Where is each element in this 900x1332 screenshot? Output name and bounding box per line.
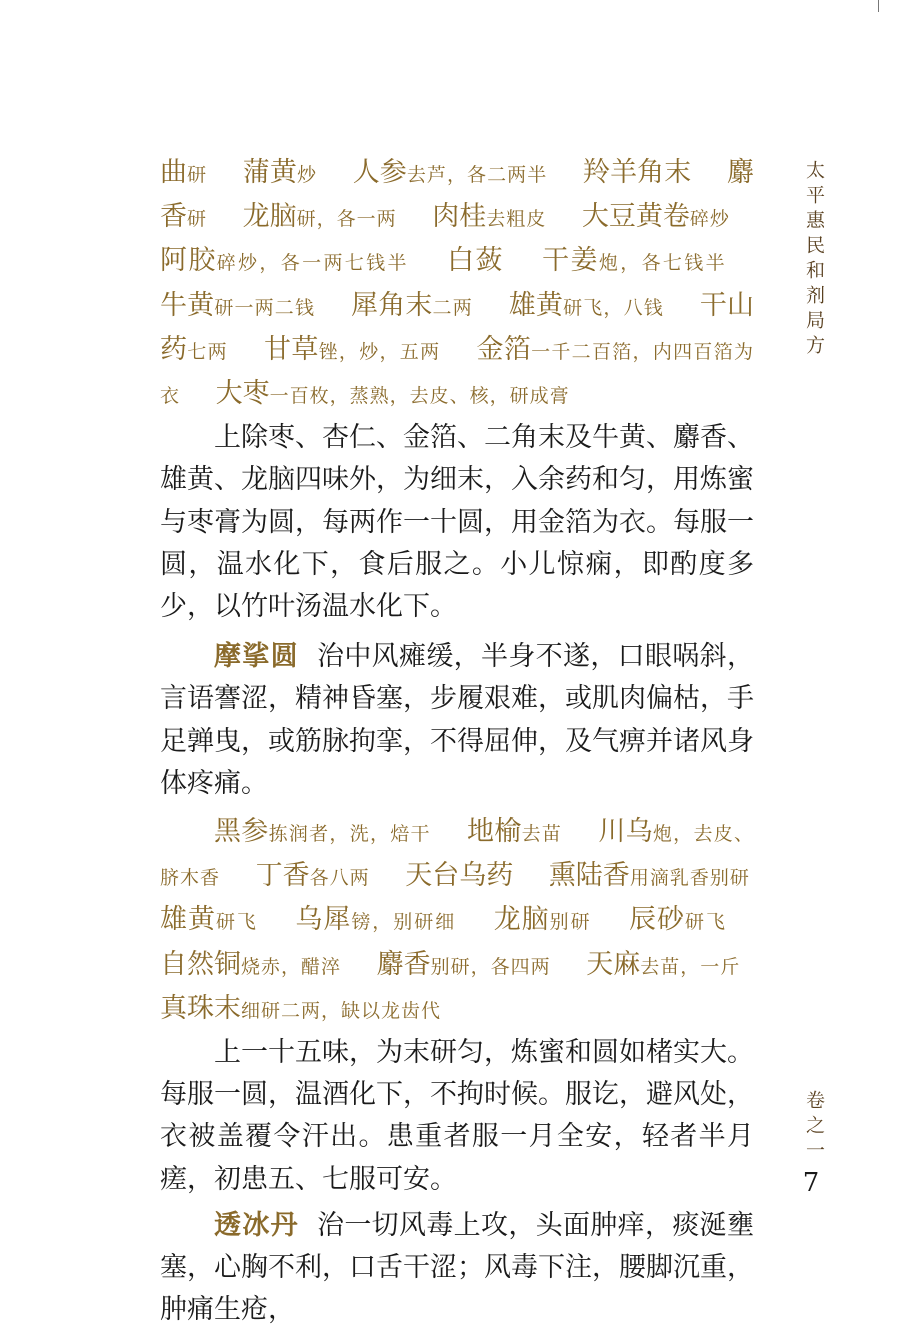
ingredient-annotation: 去苗 bbox=[521, 823, 563, 846]
ingredient-annotation: 七两 bbox=[187, 340, 228, 363]
ingredient-annotation: 研 bbox=[187, 208, 208, 231]
ingredient bbox=[214, 816, 431, 847]
ingredient-annotation: 炒 bbox=[296, 164, 318, 186]
ingredient-annotation: 二两 bbox=[432, 296, 473, 319]
formula-entry-3 bbox=[160, 1205, 754, 1332]
ingredient bbox=[160, 904, 258, 935]
formula-title: 摩挲圆 bbox=[214, 641, 299, 673]
ingredient-name: 人参 bbox=[352, 157, 407, 188]
formula-indication: 治中风瘫缓，半身不遂，口眼㖞斜，言语謇涩，精神昏塞，步履艰难，或肌肉偏枯，手足亸曳，或筋脉拘挛，不得屈伸，及气痹并诸风身体疼痛。 bbox=[160, 641, 754, 799]
ingredient-annotation: 炮，各七钱半 bbox=[598, 252, 727, 275]
ingredient-annotation: 镑，别研细 bbox=[351, 911, 457, 934]
ingredient-annotation: 研飞，八钱 bbox=[563, 296, 664, 319]
ingredient-name: 羚羊角末 bbox=[583, 157, 692, 188]
ingredient bbox=[243, 157, 317, 188]
ingredient-name: 肉桂 bbox=[432, 201, 487, 233]
ingredient-name: 曲 bbox=[160, 157, 188, 188]
ingredient-name: 白蔹 bbox=[447, 245, 504, 277]
ingredient bbox=[586, 949, 740, 980]
running-head-book-title: 太平惠民和剂局方 bbox=[803, 160, 825, 360]
ingredient bbox=[583, 157, 691, 188]
corner-rule bbox=[878, 0, 879, 12]
ingredient bbox=[160, 993, 441, 1024]
ingredient-annotation: 一千二百箔，内四百箔为衣 bbox=[160, 340, 754, 408]
ingredient-annotation: 各八两 bbox=[309, 867, 370, 890]
ingredient-name: 蒲黄 bbox=[242, 157, 297, 188]
ingredient bbox=[160, 949, 341, 980]
ingredient bbox=[549, 860, 750, 891]
ingredient bbox=[447, 245, 504, 276]
ingredient bbox=[405, 860, 513, 891]
ingredient bbox=[542, 245, 727, 276]
ingredient-name: 大枣 bbox=[215, 378, 270, 410]
ingredient-name: 麝香 bbox=[160, 157, 754, 233]
ingredient-name: 黑参 bbox=[214, 816, 269, 848]
ingredient-name: 犀角末 bbox=[351, 289, 433, 321]
ingredient-name: 龙脑 bbox=[493, 904, 550, 936]
ingredient bbox=[353, 157, 548, 188]
ingredient bbox=[160, 290, 315, 321]
ingredient bbox=[432, 201, 546, 232]
ingredient-annotation: 炮，去皮、脐木香 bbox=[160, 823, 755, 890]
ingredient bbox=[295, 904, 456, 935]
ingredient bbox=[467, 816, 562, 847]
ingredient-name: 辰砂 bbox=[629, 904, 686, 936]
ingredient-name: 雄黄 bbox=[508, 289, 564, 321]
ingredient bbox=[509, 290, 664, 321]
preparation-method-1: 上除枣、杏仁、金箔、二角末及牛黄、麝香、雄黄、龙脑四味外，为细末，入余药和匀，用炼蜜与枣膏为圆，每两作一十圆，用金箔为衣。每服一圆，温水化下，食后服之。小儿惊痫，即酌度多少，以竹叶汤温水化下。 bbox=[160, 422, 754, 623]
ingredient-annotation: 研一两二钱 bbox=[214, 296, 316, 319]
ingredient-annotation: 烧赤，醋淬 bbox=[241, 955, 342, 978]
ingredient-name: 干山药 bbox=[160, 289, 754, 365]
ingredient bbox=[494, 904, 592, 935]
ingredient bbox=[243, 201, 397, 232]
ingredient-annotation: 碎炒，各一两七钱半 bbox=[216, 252, 409, 275]
ingredient bbox=[582, 201, 730, 232]
preparation-method-2: 上一十五味，为末研匀，炼蜜和圆如楮实大。每服一圆，温酒化下，不拘时候。服讫，避风处，衣被盖覆令汗出。患重者服一月全安，轻者半月瘥，初患五、七服可安。 bbox=[160, 1037, 754, 1195]
formula-title: 透冰丹 bbox=[214, 1209, 299, 1241]
ingredient-annotation: 别研 bbox=[549, 911, 592, 934]
ingredient bbox=[256, 860, 370, 891]
ingredient bbox=[160, 245, 409, 276]
ingredient-name: 牛黄 bbox=[160, 289, 215, 321]
ingredient-annotation: 研飞 bbox=[215, 911, 258, 934]
ingredient bbox=[216, 378, 570, 409]
ingredient-name: 龙脑 bbox=[242, 201, 297, 233]
ingredient-name: 真珠末 bbox=[160, 992, 241, 1024]
ingredient bbox=[377, 949, 551, 980]
ingredient-name: 乌犀 bbox=[295, 904, 352, 936]
ingredient-annotation: 一百枚，蒸熟，去皮、核，研成膏 bbox=[269, 385, 570, 408]
ingredient-annotation: 去苗，一斤 bbox=[640, 955, 741, 978]
ingredient-name: 熏陆香 bbox=[548, 860, 630, 892]
ingredient-annotation: 锉，炒，五两 bbox=[318, 340, 441, 363]
ingredient-name: 干姜 bbox=[542, 245, 599, 277]
ingredient-name: 阿胶 bbox=[160, 245, 217, 277]
ingredient bbox=[160, 157, 207, 188]
ingredient-annotation: 用滴乳香别研 bbox=[629, 867, 750, 890]
ingredient-annotation: 研，各一两 bbox=[296, 208, 397, 231]
ingredient bbox=[629, 904, 727, 935]
page-body bbox=[160, 152, 754, 1331]
formula-entry-2 bbox=[160, 636, 754, 805]
ingredient-name: 自然铜 bbox=[160, 948, 241, 980]
ingredient-annotation: 去粗皮 bbox=[486, 208, 547, 231]
ingredient-name: 丁香 bbox=[255, 860, 310, 892]
ingredient-name: 金箔 bbox=[476, 333, 532, 365]
ingredient-annotation: 研飞 bbox=[685, 911, 727, 934]
ingredient-list-2 bbox=[160, 811, 754, 1032]
ingredient-name: 大豆黄卷 bbox=[581, 201, 690, 233]
ingredient-annotation: 别研，各四两 bbox=[430, 955, 551, 978]
ingredient-name: 雄黄 bbox=[160, 904, 216, 936]
ingredient-annotation: 碎炒 bbox=[689, 208, 730, 231]
ingredient-annotation: 研 bbox=[187, 164, 208, 186]
ingredient-annotation: 去芦，各二两半 bbox=[406, 164, 548, 186]
ingredient-annotation: 拣润者，洗，焙干 bbox=[268, 823, 431, 846]
ingredient bbox=[351, 290, 473, 321]
ingredient-list-1 bbox=[160, 152, 754, 417]
ingredient-name: 川乌 bbox=[598, 816, 653, 848]
ingredient-name: 麝香 bbox=[376, 948, 431, 980]
formula-indication: 治一切风毒上攻，头面肿痒，痰涎壅塞，心胸不利，口舌干涩；风毒下注，腰脚沉重，肿痛生疮， bbox=[160, 1209, 754, 1326]
running-head-volume: 卷之一 bbox=[803, 1090, 825, 1165]
ingredient-name: 地榆 bbox=[467, 816, 522, 848]
ingredient bbox=[264, 334, 440, 365]
ingredient-annotation: 细研二两，缺以龙齿代 bbox=[241, 999, 442, 1022]
ingredient-name: 甘草 bbox=[264, 333, 319, 365]
page-number: 7 bbox=[802, 1168, 820, 1198]
ingredient-name: 天麻 bbox=[586, 948, 641, 980]
ingredient-name: 天台乌药 bbox=[405, 860, 514, 892]
